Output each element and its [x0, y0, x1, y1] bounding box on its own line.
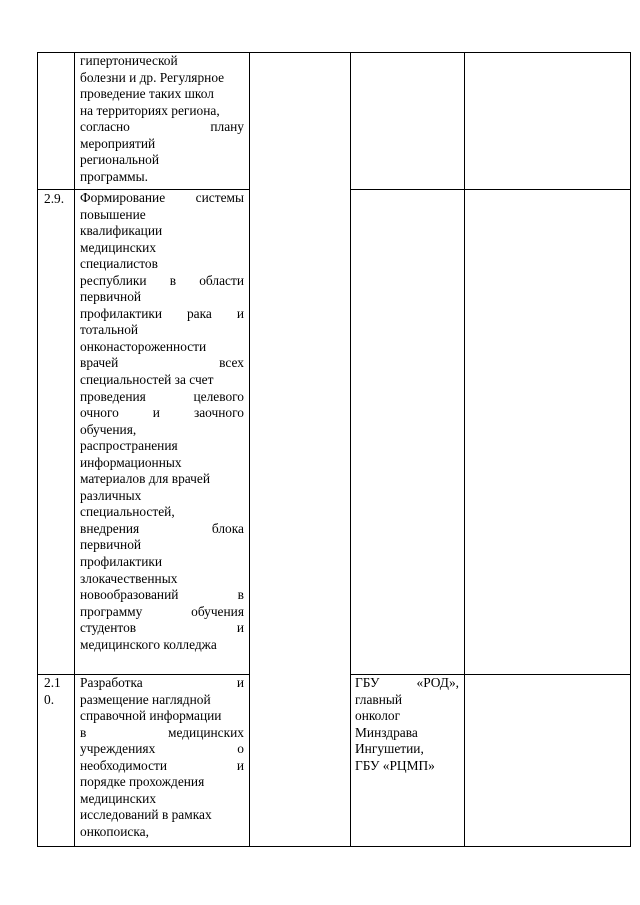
text-word: и [236, 620, 244, 636]
text-line [80, 306, 244, 323]
text-line: проведение таких школ [80, 86, 214, 102]
text-line: главный [355, 691, 403, 707]
text-line: различных [80, 487, 142, 503]
measure-cell [75, 190, 250, 675]
result-cell [465, 53, 631, 190]
text-line [80, 620, 244, 637]
text-word: внедрения [80, 520, 140, 536]
text-line: информационных [80, 454, 182, 470]
text-line [80, 725, 244, 742]
text-word: «РОД», [416, 675, 459, 690]
text-word: студентов [80, 620, 137, 636]
responsible-cell [351, 53, 465, 190]
text-line: тотальной [80, 322, 139, 338]
text-line: онконастороженности [80, 338, 207, 354]
text-line [80, 758, 244, 775]
text-line: медицинских [80, 239, 157, 255]
text-line [80, 675, 244, 692]
text-line: болезни и др. Регулярное [80, 69, 225, 85]
text-line [80, 273, 244, 290]
text-word: области [199, 272, 244, 288]
responsible-cell [351, 190, 465, 675]
text-line [80, 389, 244, 406]
text-word: всех [219, 355, 244, 371]
text-line: программы. [80, 168, 148, 184]
text-word: целевого [193, 388, 244, 404]
text-line: первичной [80, 289, 142, 305]
text-word: новообразований [80, 587, 179, 603]
text-word: о [237, 741, 244, 757]
text-line: первичной [80, 537, 142, 553]
plan-table [37, 52, 631, 847]
text-word: плану [210, 119, 244, 135]
text-line: повышение [80, 206, 146, 222]
text-line: онкопоиска, [80, 823, 149, 839]
text-line: мероприятий [80, 135, 156, 151]
text-line: медицинского колледжа [80, 636, 217, 652]
text-word: обучения [191, 603, 244, 619]
text-line: размещение наглядной [80, 691, 211, 707]
text-line [80, 521, 244, 538]
row-number-line: 2.1 [44, 675, 61, 690]
text-line: специальностей, [80, 504, 175, 520]
text-word: врачей [80, 355, 119, 371]
text-line: Ингушетии, [355, 741, 424, 757]
row-number-cell [38, 53, 75, 190]
text-word: проведения [80, 388, 146, 404]
text-line: порядке прохождения [80, 774, 205, 790]
text-word: Разработка [80, 675, 143, 690]
text-word: согласно [80, 119, 130, 135]
text-line [80, 741, 244, 758]
text-line [80, 604, 244, 621]
text-word: и [152, 405, 160, 421]
text-line [80, 587, 244, 604]
text-line: Минздрава [355, 724, 418, 740]
text-line: справочной информации [80, 708, 222, 724]
text-word: блока [211, 520, 244, 536]
text-line: онколог [355, 708, 401, 724]
text-line: специальностей за счет [80, 372, 214, 388]
text-word: заочного [193, 405, 244, 421]
table-row [38, 53, 631, 190]
text-word: ГБУ [355, 675, 380, 690]
text-line [355, 675, 459, 692]
row-number-cell [38, 675, 75, 847]
text-line: профилактики [80, 554, 163, 570]
text-line: медицинских [80, 790, 157, 806]
text-word: программу [80, 603, 143, 619]
result-cell [465, 675, 631, 847]
text-line: специалистов [80, 256, 158, 272]
text-word: в [169, 272, 177, 288]
row-number: 2.9. [44, 191, 65, 206]
text-word: республики [80, 272, 147, 288]
text-word: очного [80, 405, 119, 421]
text-line [80, 190, 244, 207]
text-word: профилактики [80, 305, 163, 321]
text-line: на территориях региона, [80, 102, 220, 118]
text-line: ГБУ «РЦМП» [355, 757, 435, 773]
text-line: исследований в рамках [80, 807, 212, 823]
text-line [80, 355, 244, 372]
measure-cell [75, 53, 250, 190]
text-word: в [237, 587, 244, 603]
text-word: учреждениях [80, 741, 156, 757]
period-cell [250, 53, 351, 847]
text-word: и [236, 675, 244, 690]
result-cell [465, 190, 631, 675]
text-line [80, 119, 244, 136]
text-word: в [80, 724, 87, 740]
text-word: системы [195, 190, 244, 205]
text-word: Формирование [80, 190, 166, 205]
text-word: и [236, 757, 244, 773]
row-number-cell [38, 190, 75, 675]
text-line: гипертонической [80, 53, 178, 68]
text-word: медицинских [167, 724, 244, 740]
measure-cell [75, 675, 250, 847]
text-line [80, 405, 244, 422]
text-line: квалификации [80, 223, 163, 239]
text-word: необходимости [80, 757, 168, 773]
text-line: злокачественных [80, 570, 178, 586]
text-line: обучения, [80, 421, 137, 437]
text-word: рака [186, 305, 212, 321]
responsible-cell [351, 675, 465, 847]
row-number-line: 0. [44, 691, 55, 707]
text-line: материалов для врачей [80, 471, 211, 487]
text-line: распространения [80, 438, 178, 454]
text-line: региональной [80, 152, 160, 168]
text-word: и [236, 305, 244, 321]
